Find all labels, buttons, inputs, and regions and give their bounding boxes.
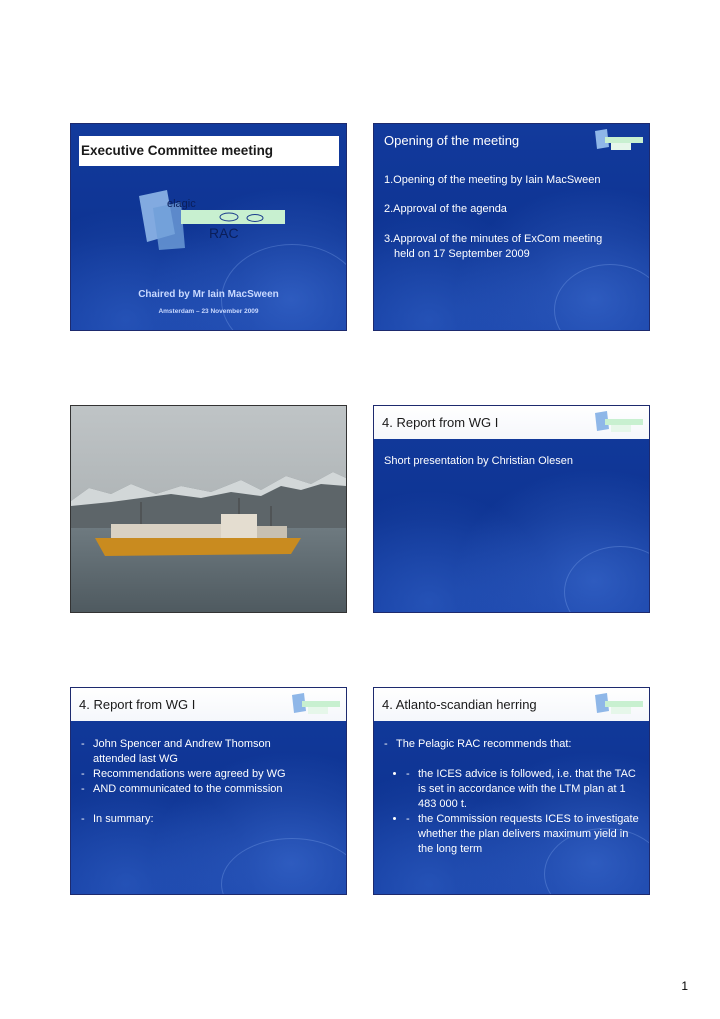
logo-text-bottom: RAC	[209, 225, 239, 241]
sub-list-item: - • the Commission requests ICES to investigate whether the plan delivers maximum yield in the long term	[406, 812, 641, 857]
fishing-vessel-photo	[71, 406, 346, 612]
pelagic-rac-logo	[137, 190, 287, 250]
slide-title: 4. Report from WG I	[374, 406, 649, 439]
slide-title	[70, 123, 347, 331]
pelagic-rac-mini-logo	[290, 693, 342, 715]
slide-opening	[373, 123, 650, 331]
pelagic-rac-mini-logo	[593, 129, 645, 151]
slide-report-wg1	[70, 687, 347, 895]
presentation-note: Short presentation by Christian Olesen	[384, 455, 573, 467]
slide-report-wg1-intro	[373, 405, 650, 613]
slide-title: 4. Report from WG I	[71, 688, 346, 721]
place-date-text: Amsterdam – 23 November 2009	[158, 308, 259, 315]
slide-title: Opening of the meeting	[384, 133, 520, 148]
bullet-list	[81, 737, 338, 827]
decor-ring	[554, 264, 650, 331]
slide-main-title: Executive Committee meeting	[79, 136, 339, 166]
slide-atlanto-scandian-herring	[373, 687, 650, 895]
list-item: - • In summary:	[81, 812, 338, 827]
decor-ring	[221, 244, 347, 331]
list-item: - • Recommendations were agreed by WG	[81, 767, 338, 782]
agenda-item: 2.Approval of the agenda	[384, 203, 507, 215]
list-item: - • The Pelagic RAC recommends that:	[384, 737, 641, 752]
bullet-list	[384, 737, 641, 857]
decor-ring	[221, 838, 347, 895]
pelagic-rac-mini-logo	[593, 411, 645, 433]
chair-text: Chaired by Mr Iain MacSween	[138, 289, 279, 300]
decor-ring	[564, 546, 650, 613]
page-number: 1	[681, 979, 688, 993]
agenda-item: 1.Opening of the meeting by Iain MacSween	[384, 174, 601, 186]
agenda-item: 3.Approval of the minutes of ExCom meeting	[384, 233, 603, 245]
slide-photo	[70, 405, 347, 613]
logo-text-top: elagic	[167, 198, 196, 210]
list-item: - • John Spencer and Andrew Thomson attended last WG	[81, 737, 338, 767]
list-item: - • AND communicated to the commission	[81, 782, 338, 797]
agenda-item-cont: held on 17 September 2009	[394, 248, 530, 260]
pelagic-rac-mini-logo	[593, 693, 645, 715]
sub-list-item: - • the ICES advice is followed, i.e. that the TAC is set in accordance with the LTM plan at 1 483 000 t.	[406, 767, 641, 812]
slide-title: 4. Atlanto-scandian herring	[374, 688, 649, 721]
